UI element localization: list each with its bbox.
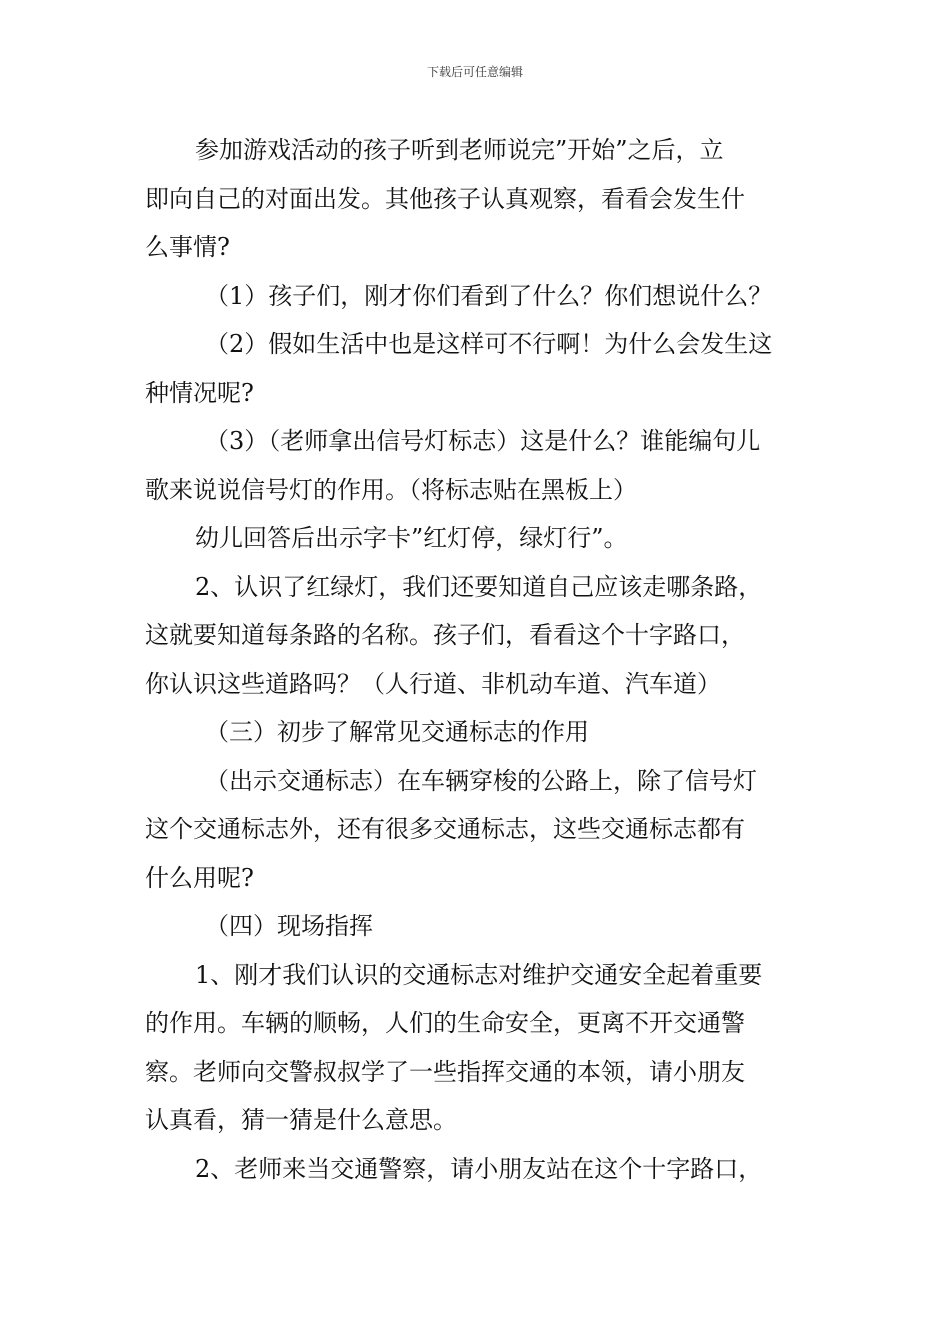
text-line: 这就要知道每条路的名称。孩子们，看看这个十字路口， — [145, 621, 745, 649]
text-line: 2、老师来当交通警察，请小朋友站在这个十字路口， — [195, 1154, 763, 1183]
section-heading: （四）现场指挥 — [205, 912, 373, 940]
text-line: 认真看，猜一猜是什么意思。 — [145, 1106, 457, 1134]
text-line: 你认识这些道路吗？（人行道、非机动车道、汽车道） — [145, 669, 721, 698]
text-line: 幼儿回答后出示字卡”红灯停，绿灯行”。 — [195, 524, 628, 552]
page-header: 下载后可任意编辑 — [426, 65, 523, 79]
document-body — [145, 126, 810, 1193]
text-line: （1）孩子们，刚才你们看到了什么？你们想说什么？ — [205, 281, 773, 310]
text-line: 种情况呢? — [145, 378, 254, 407]
text-line: 参加游戏活动的孩子听到老师说完”开始”之后，立 — [195, 136, 724, 164]
text-line: 什么用呢? — [145, 863, 254, 892]
text-line: 察。老师向交警叔叔学了一些指挥交通的本领，请小朋友 — [145, 1057, 745, 1086]
text-line: 的作用。车辆的顺畅，人们的生命安全，更离不开交通警 — [145, 1009, 745, 1037]
text-line: 这个交通标志外，还有很多交通标志，这些交通标志都有 — [145, 815, 745, 843]
text-line: 即向自己的对面出发。其他孩子认真观察，看看会发生什 — [145, 184, 745, 213]
text-line: 1、刚才我们认识的交通标志对维护交通安全起着重要 — [195, 960, 763, 989]
text-line: 2、认识了红绿灯，我们还要知道自己应该走哪条路， — [195, 572, 763, 601]
text-line: 么事情? — [145, 233, 230, 261]
text-line: 歌来说说信号灯的作用。（将标志贴在黑板上） — [145, 475, 637, 504]
text-line: （2）假如生活中也是这样可不行啊！为什么会发生这 — [205, 330, 773, 358]
section-heading: （三）初步了解常见交通标志的作用 — [205, 718, 589, 746]
text-line: （出示交通标志）在车辆穿梭的公路上，除了信号灯 — [205, 766, 757, 795]
text-line: （3）（老师拿出信号灯标志）这是什么？谁能编句儿 — [205, 427, 761, 455]
